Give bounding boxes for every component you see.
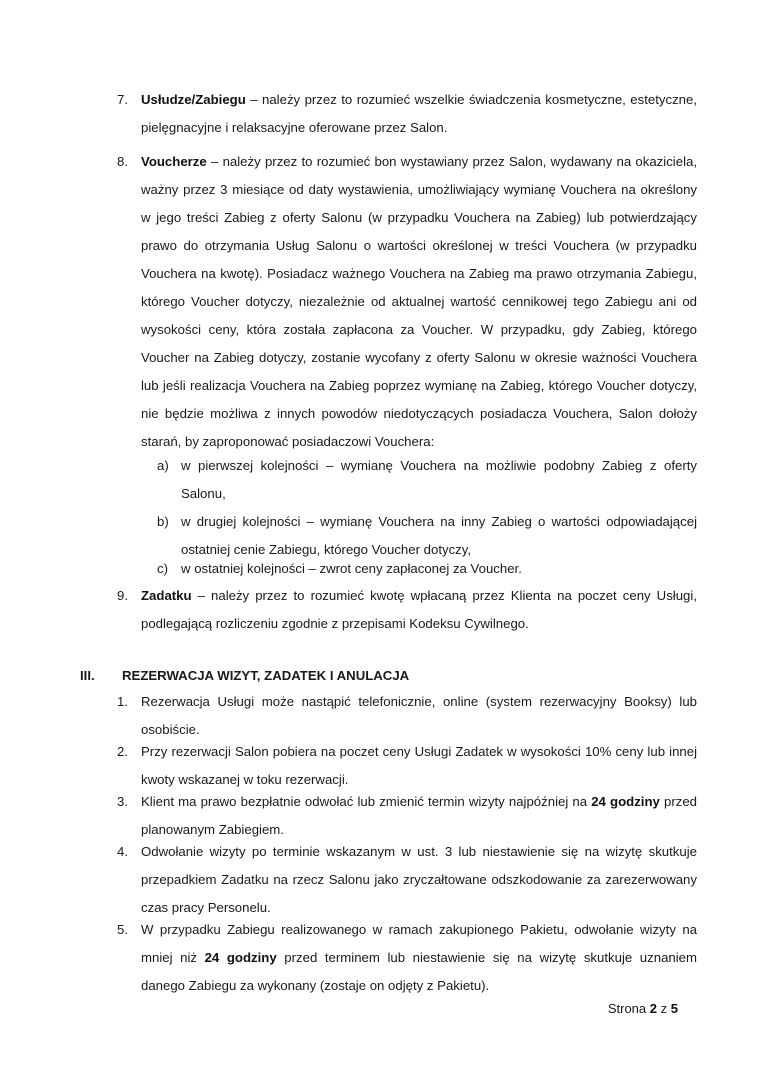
section-title: REZERWACJA WIZYT, ZADATEK I ANULACJA — [122, 668, 410, 683]
subitem-letter: c) — [157, 561, 168, 576]
item-number: 2. — [117, 744, 128, 759]
item-number: 8. — [117, 154, 128, 169]
subitem-text: w pierwszej kolejności – wymianę Vouchera na możliwie podobny Zabieg z oferty Salonu, — [181, 458, 697, 501]
subitem-text: w drugiej kolejności – wymianę Vouchera na inny Zabieg o wartości odpowiadającej ostatniej cenie Zabiegu, którego Voucher dotyczy, — [181, 514, 697, 557]
item-number: 4. — [117, 844, 128, 859]
page-footer — [608, 1001, 678, 1016]
item-text: przed planowanym Zabiegiem. — [141, 794, 697, 837]
definition-text: – należy przez to rozumieć wszelkie świadczenia kosmetyczne, estetyczne, pielęgnacyjne i relaksacyjne oferowane przez Salon. — [141, 92, 697, 135]
page-separator: z — [660, 1001, 668, 1016]
section-heading — [80, 662, 409, 690]
definition-text: – należy przez to rozumieć bon wystawiany przez Salon, wydawany na okaziciela, ważny przez 3 miesiące od daty wystawienia, umożliwiający wymianę Vouchera na określony w jego treści Zabieg z oferty Salonu (w przypadku Vouchera na Zabieg) lub potwierdzający prawo do otrzymania Usług Salonu o wartości określonej w treści Vouchera (w przypadku Vouchera na kwotę). Posiadacz ważnego Vouchera na Zabieg ma prawo otrzymania Zabiegu, którego Voucher dotyczy, niezależnie od aktualnej wartość cennikowej tego Zabiegu ani od wysokości ceny, która została zapłacona za Voucher. W przypadku, gdy Zabieg, którego Voucher na Zabieg dotyczy, zostanie wycofany z oferty Salonu w okresie ważności Vouchera lub jeśli realizacja Vouchera na Zabieg poprzez wymianę na Zabieg, którego Voucher dotyczy, nie będzie możliwa z innych powodów niedotyczących posiadacza Vouchera, Salon dołoży starań, by zaproponować posiadaczowi Vouchera: — [141, 154, 697, 449]
item-text: W przypadku Zabiegu realizowanego w ramach zakupionego Pakietu, odwołanie wizyty na mniej niż — [141, 922, 697, 965]
current-page: 2 — [649, 1001, 658, 1016]
item-body — [141, 582, 697, 638]
item-body — [141, 738, 697, 794]
subitem-text: w ostatniej kolejności – zwrot ceny zapłaconej za Voucher. — [181, 561, 522, 576]
item-number: 3. — [117, 794, 128, 809]
item-emphasis: 24 godziny — [591, 794, 660, 809]
definition-term: Usłudze/Zabiegu — [141, 92, 246, 107]
page-label: Strona — [607, 1001, 647, 1016]
item-body — [141, 148, 697, 456]
item-body — [141, 86, 697, 142]
subitem-letter: a) — [157, 458, 169, 473]
definition-text: – należy przez to rozumieć kwotę wpłacaną przez Klienta na poczet ceny Usługi, podlegającą rozliczeniu zgodnie z przepisami Kodeksu Cywilnego. — [141, 588, 697, 631]
item-emphasis: 24 godziny — [204, 950, 277, 965]
definition-term: Voucherze — [141, 154, 207, 169]
total-pages: 5 — [670, 1001, 678, 1016]
item-body — [141, 838, 697, 922]
item-body — [141, 788, 697, 844]
definition-term: Zadatku — [141, 588, 192, 603]
item-number: 1. — [117, 694, 128, 709]
item-body — [141, 688, 697, 744]
item-number: 5. — [117, 922, 128, 937]
item-number: 7. — [117, 92, 128, 107]
item-text: Klient ma prawo bezpłatnie odwołać lub zmienić termin wizyty najpóźniej na — [141, 794, 592, 809]
item-body — [141, 916, 697, 1000]
item-text: przed terminem lub niestawienie się na wizytę skutkuje uznaniem danego Zabiegu za wykonany (zostaje on odjęty z Pakietu). — [141, 950, 697, 993]
item-text: Przy rezerwacji Salon pobiera na poczet ceny Usługi Zadatek w wysokości 10% ceny lub innej kwoty wskazanej w toku rezerwacji. — [141, 744, 697, 787]
subitem-letter: b) — [157, 514, 169, 529]
section-number: III. — [80, 668, 95, 683]
item-number: 9. — [117, 588, 128, 603]
item-text: Odwołanie wizyty po terminie wskazanym w ust. 3 lub niestawienie się na wizytę skutkuje przepadkiem Zadatku na rzecz Salonu jako zryczałtowane odszkodowanie za zarezerwowany czas pracy Personelu. — [141, 844, 697, 915]
item-text: Rezerwacja Usługi może nastąpić telefonicznie, online (system rezerwacyjny Booksy) lub osobiście. — [141, 694, 697, 737]
